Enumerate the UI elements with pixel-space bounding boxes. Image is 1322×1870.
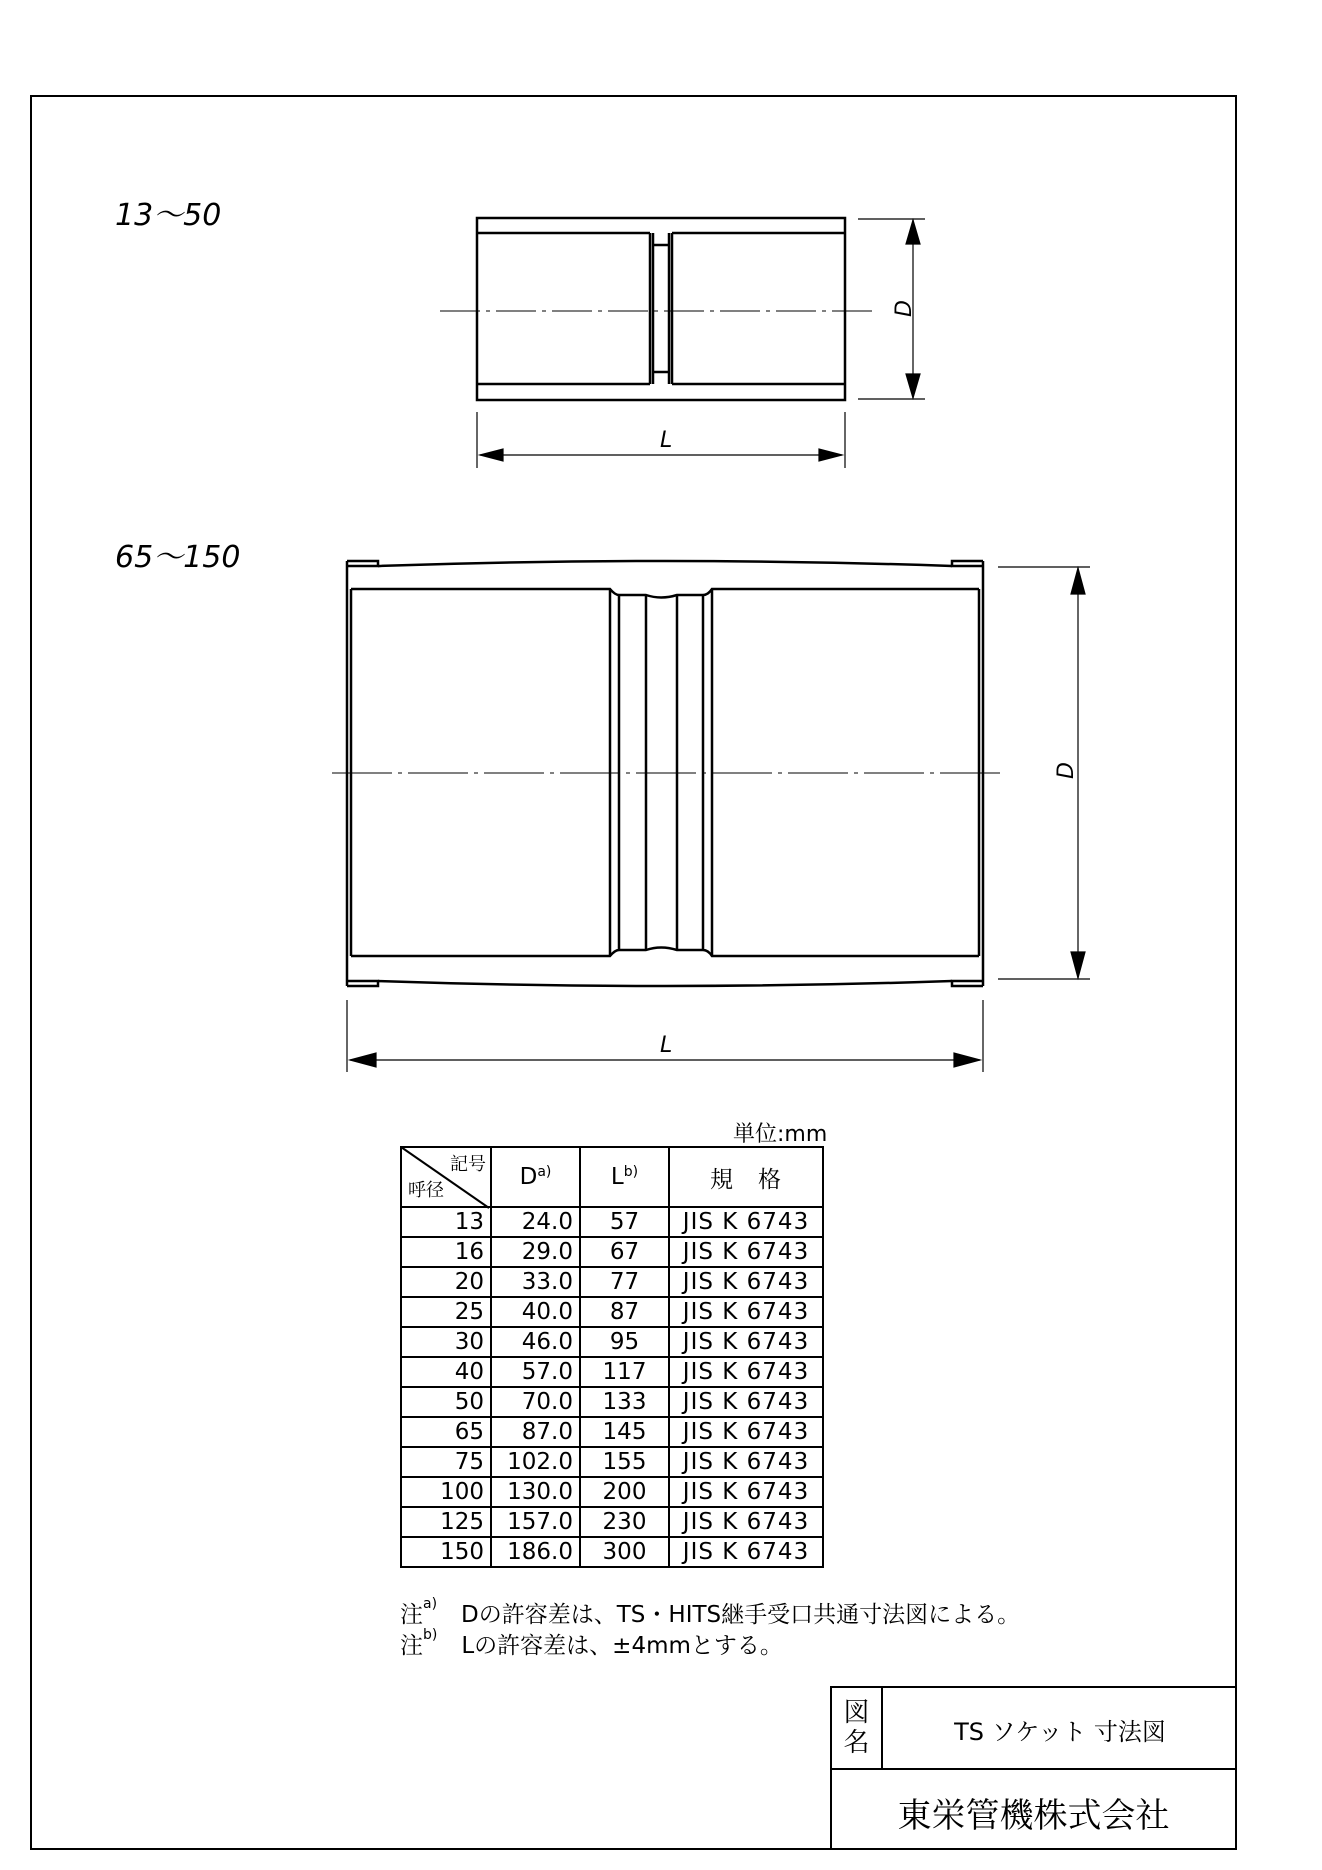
cell-nominal: 150 (401, 1537, 491, 1567)
unit-label: 単位:mm (733, 1122, 828, 1147)
sheet-border (31, 96, 1236, 1849)
cell-l: 200 (580, 1477, 669, 1507)
small-d-label: D (891, 300, 917, 317)
title-label: 図 名 (830, 1686, 883, 1770)
cell-l: 67 (580, 1237, 669, 1267)
table-row (401, 1237, 823, 1267)
cell-d: 24.0 (491, 1207, 580, 1237)
cell-nominal: 30 (401, 1327, 491, 1357)
cell-nominal: 75 (401, 1447, 491, 1477)
cell-d: 186.0 (491, 1537, 580, 1567)
header-nominal: 呼径 (408, 1180, 444, 1201)
note-b: 注$^{b)}$ Lの許容差は、±4mmとする。 (400, 1627, 783, 1659)
cell-standard: JIS K 6743 (669, 1207, 823, 1237)
note-a: 注$^{a)}$ Dの許容差は、TS・HITS継手受口共通寸法図による。 (400, 1596, 1021, 1628)
large-l-label: L (660, 1033, 673, 1058)
cell-standard: JIS K 6743 (669, 1387, 823, 1417)
cell-standard: JIS K 6743 (669, 1447, 823, 1477)
cell-standard: JIS K 6743 (669, 1357, 823, 1387)
large-d-label: D (1053, 762, 1079, 779)
cell-l: 145 (580, 1417, 669, 1447)
header-d: $D^{a)}$ (491, 1147, 580, 1207)
table-row (401, 1267, 823, 1297)
table-header (401, 1147, 823, 1207)
cell-nominal: 13 (401, 1207, 491, 1237)
cell-nominal: 25 (401, 1297, 491, 1327)
cell-l: 57 (580, 1207, 669, 1237)
cell-nominal: 100 (401, 1477, 491, 1507)
dimension-table (400, 1146, 824, 1568)
small-socket-drawing (477, 218, 845, 400)
cell-d: 33.0 (491, 1267, 580, 1297)
cell-standard: JIS K 6743 (669, 1417, 823, 1447)
cell-nominal: 50 (401, 1387, 491, 1417)
cell-d: 87.0 (491, 1417, 580, 1447)
cell-d: 57.0 (491, 1357, 580, 1387)
table-row (401, 1477, 823, 1507)
cell-standard: JIS K 6743 (669, 1297, 823, 1327)
table-row (401, 1327, 823, 1357)
cell-d: 29.0 (491, 1237, 580, 1267)
cell-nominal: 20 (401, 1267, 491, 1297)
header-corner (401, 1147, 491, 1207)
small-dimensions (477, 219, 925, 468)
cell-l: 87 (580, 1297, 669, 1327)
table-row (401, 1357, 823, 1387)
header-symbol: 記号 (450, 1154, 486, 1175)
table-row (401, 1297, 823, 1327)
cell-nominal: 65 (401, 1417, 491, 1447)
cell-l: 300 (580, 1537, 669, 1567)
large-range-label: 65～150 (115, 540, 241, 575)
cell-standard: JIS K 6743 (669, 1477, 823, 1507)
cell-l: 117 (580, 1357, 669, 1387)
cell-nominal: 125 (401, 1507, 491, 1537)
cell-l: 133 (580, 1387, 669, 1417)
drawing-name: TS ソケット 寸法図 (954, 1718, 1166, 1746)
small-range-label: 13～50 (115, 198, 222, 233)
cell-d: 130.0 (491, 1477, 580, 1507)
cell-l: 230 (580, 1507, 669, 1537)
table-row (401, 1387, 823, 1417)
cell-d: 70.0 (491, 1387, 580, 1417)
cell-standard: JIS K 6743 (669, 1537, 823, 1567)
cell-standard: JIS K 6743 (669, 1327, 823, 1357)
table-row (401, 1417, 823, 1447)
cell-nominal: 16 (401, 1237, 491, 1267)
table-row (401, 1507, 823, 1537)
cell-l: 77 (580, 1267, 669, 1297)
cell-d: 157.0 (491, 1507, 580, 1537)
cell-standard: JIS K 6743 (669, 1267, 823, 1297)
cell-standard: JIS K 6743 (669, 1507, 823, 1537)
table-row (401, 1447, 823, 1477)
small-l-label: L (660, 428, 673, 453)
cell-d: 40.0 (491, 1297, 580, 1327)
company-name: 東栄管機株式会社 (897, 1796, 1170, 1836)
cell-l: 95 (580, 1327, 669, 1357)
table-row (401, 1207, 823, 1237)
cell-d: 46.0 (491, 1327, 580, 1357)
cell-standard: JIS K 6743 (669, 1237, 823, 1267)
cell-nominal: 40 (401, 1357, 491, 1387)
header-standard: 規 格 (669, 1147, 823, 1207)
table-row (401, 1537, 823, 1567)
cell-d: 102.0 (491, 1447, 580, 1477)
cell-l: 155 (580, 1447, 669, 1477)
header-l: $L^{b)}$ (580, 1147, 669, 1207)
